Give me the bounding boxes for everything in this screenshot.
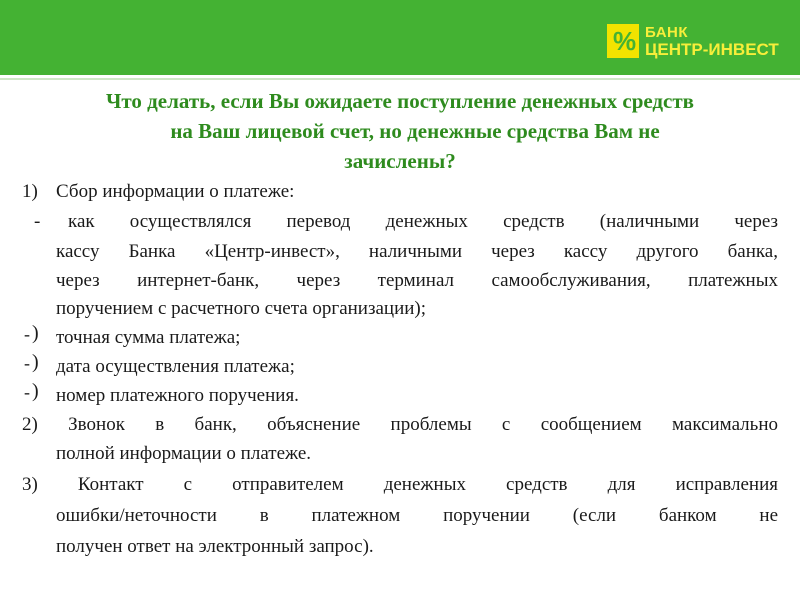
sub-item-2-text: точная сумма платежа;	[56, 327, 241, 348]
item-2-line-2: полной информации о платеже.	[56, 443, 312, 464]
sub-item-1-marker: -	[34, 211, 41, 232]
bullet-paren: )	[32, 351, 39, 373]
sub-item-3-bullet	[24, 351, 40, 377]
bullet-dash: -	[24, 324, 30, 344]
title-line-2: на Ваш лицевой счет, но денежные средства Вам не	[170, 119, 660, 143]
bullet-paren: )	[32, 380, 39, 402]
sub-item-4-text: номер платежного поручения.	[56, 385, 299, 406]
logo-text-bottom: ЦЕНТР-ИНВЕСТ	[645, 40, 779, 59]
sub-item-1-line-1: как осуществлялся перевод денежных средств (наличными через	[68, 211, 778, 232]
bullet-paren: )	[32, 322, 39, 344]
bullet-dash: -	[24, 353, 30, 373]
sub-item-3-text: дата осуществления платежа;	[56, 356, 295, 377]
title-line-1: Что делать, если Вы ожидаете поступление денежных средств	[105, 89, 695, 113]
sub-item-1-line-2: кассу Банка «Центр-инвест», наличными через кассу другого банка,	[56, 241, 778, 262]
item-3-line-3: получен ответ на электронный запрос).	[56, 536, 374, 557]
item-3-line-1: 3) Контакт с отправителем денежных средств для исправления	[22, 474, 778, 495]
logo-text-top: БАНК	[645, 24, 689, 41]
item-3-line-2: ошибки/неточности в платежном поручении (если банком не	[56, 505, 778, 526]
item-1-text: Сбор информации о платеже:	[56, 181, 295, 202]
item-2-line-1: 2) Звонок в банк, объяснение проблемы с сообщением максимально	[22, 414, 778, 435]
bullet-dash: -	[24, 382, 30, 402]
sub-item-1-line-4: поручением с расчетного счета организации);	[56, 298, 427, 319]
sub-item-1-line-3: через интернет-банк, через терминал самообслуживания, платежных	[56, 270, 778, 291]
title-line-3: зачислены?	[344, 149, 456, 173]
sub-item-2-bullet	[24, 322, 40, 348]
logo-mark-symbol: %	[613, 26, 637, 56]
item-1-number: 1)	[22, 181, 38, 202]
sub-item-4-bullet	[24, 380, 40, 406]
